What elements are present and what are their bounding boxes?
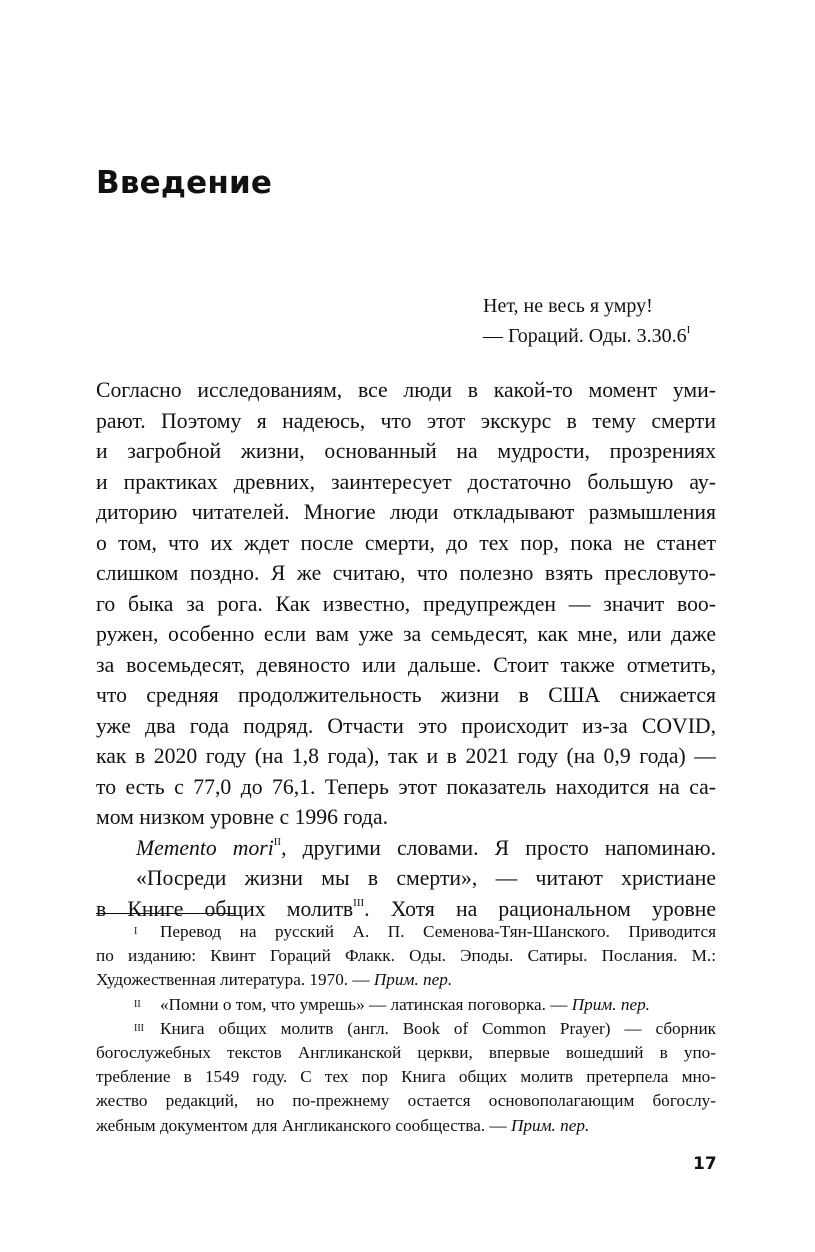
paragraph-line: за восемьдесят, девяносто или дальше. Стоит также отметить, (96, 652, 716, 677)
paragraph-line: Согласно исследованиям, все люди в какой-то момент уми- (96, 378, 716, 402)
paragraph-line: ружен, особенно если вам уже за семьдесят, как мне, или даже (96, 622, 716, 646)
footnote-divider (96, 913, 236, 914)
footnote-line: жество редакций, но по-прежнему остается основополагающим богослу- (96, 1091, 716, 1111)
footnote-line: богослужебных текстов Англиканской церкви, впервые вошедший в упо- (96, 1043, 716, 1063)
epigraph-attribution: — Гораций. Оды. $3.30.6^I$ (483, 324, 691, 347)
paragraph-line: как в 2020 году (на 1,8 года), так и в 2021 году (на 0,9 года) — (96, 744, 716, 768)
footnote-marker: II (134, 998, 141, 1010)
page-number: 17 (693, 1154, 717, 1174)
paragraph-3-line: «Посреди жизни мы в смерти», — читают христиане (136, 866, 716, 890)
paragraph-line: и загробной жизни, основанный на мудрости, прозрениях (96, 439, 716, 463)
footnote-ref-2: II (273, 836, 282, 849)
footnote-line: требление в 1549 году. С тех пор Книга общих молитв претерпела мно- (96, 1067, 716, 1087)
footnote-ref-1: I (686, 324, 691, 337)
footnotes (96, 920, 716, 1138)
footnote-ref-3: III (353, 897, 365, 910)
footnote-line: жебным документом для Англиканского сообщества. — Прим. пер. (96, 1115, 590, 1135)
latin-phrase: Memento mori (136, 835, 274, 860)
footnote-3: III Книга общих молитв (англ. Book of Common Prayer) — сборник (96, 1017, 716, 1041)
paragraph-line: слишком поздно. Я же считаю, что полезно взять пресловуто- (96, 561, 716, 585)
paragraph-line: что средняя продолжительность жизни в США снижается (96, 683, 716, 707)
paragraph-3-line: в Книге общих молитв$^{III}$. Хотя на рациональном уровне (96, 896, 717, 921)
paragraph-line: о том, что их ждет после смерти, до тех пор, пока не станет (96, 530, 716, 555)
footnote-line: по изданию: Квинт Гораций Флакк. Оды. Эподы. Сатиры. Послания. М.: (96, 946, 716, 966)
footnote-marker: I (134, 926, 138, 937)
footnote-marker: III (134, 1022, 144, 1034)
paragraph-line: рают. Поэтому я надеюсь, что этот экскурс в тему смерти (96, 408, 716, 433)
epigraph-quote: Нет, не весь я умру! (483, 295, 653, 317)
paragraph-line: го быка за рога. Как известно, предупрежден — значит воо- (96, 591, 716, 616)
paragraph-line: диторию читателей. Многие люди откладывают размышления (96, 500, 716, 524)
chapter-title: Введение (96, 165, 273, 201)
paragraph-2-line: Memento mori$^{II}$, другими словами. Я просто напоминаю. (136, 835, 716, 860)
paragraph-line: и практиках древних, заинтересует достаточно большую ау- (96, 469, 716, 494)
epigraph (483, 291, 723, 351)
paragraph-line: то есть с 77,0 до 76,1. Теперь этот показатель находится на са- (96, 774, 716, 799)
footnote-line: Художественная литература. 1970. — Прим. пер. (96, 970, 453, 990)
body-text (96, 375, 716, 924)
paragraph-line: уже два года подряд. Отчасти это происходит из-за COVID, (96, 713, 716, 738)
footnote-1: I Перевод на русский А. П. Семенова-Тян-Шанского. Приводится (96, 920, 716, 944)
footnote-2: II «Помни о том, что умрешь» — латинская поговорка. — Прим. пер. (96, 993, 716, 1017)
paragraph-line: мом низком уровне с 1996 года. (96, 805, 389, 829)
